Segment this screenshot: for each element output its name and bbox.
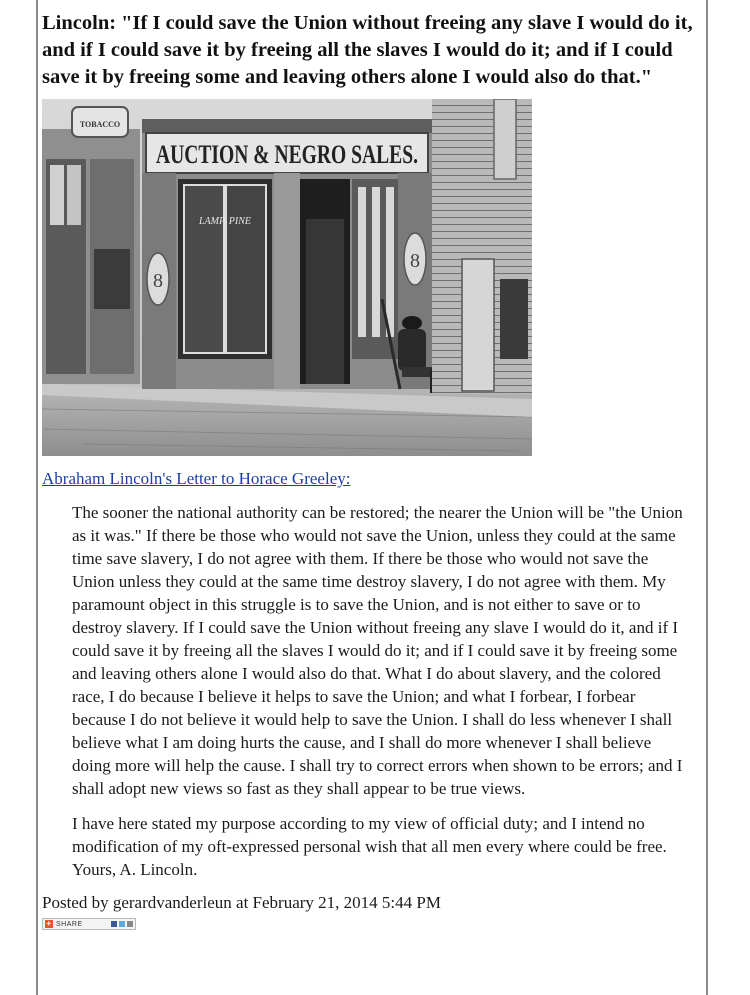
svg-text:8: 8 — [410, 250, 420, 272]
right-border — [706, 0, 708, 995]
facebook-icon — [111, 921, 117, 927]
share-button[interactable] — [42, 918, 136, 930]
svg-text:8: 8 — [153, 270, 163, 292]
email-icon — [127, 921, 133, 927]
left-border — [36, 0, 38, 995]
auction-sign-text: AUCTION & NEGRO SALES. — [156, 140, 418, 169]
post-content — [42, 10, 704, 931]
post-headline: Lincoln: "If I could save the Union without freeing any slave I would do it, and if I could save it by freeing all the slaves I would do it; and if I could save it by freeing some and leaving others alone I would also do that." — [42, 12, 693, 88]
tobacco-sign-text: TOBACCO — [79, 120, 121, 129]
share-service-icons — [111, 921, 133, 927]
quote-paragraph-2: I have here stated my purpose according to my view of official duty; and I intend no modification of my oft-expressed personal wish that all men every where could be free. Yours, A. Lincoln. — [72, 814, 667, 879]
historic-storefront-photo — [42, 99, 532, 456]
plus-icon: + — [46, 919, 52, 928]
quote-paragraph-1: The sooner the national authority can be restored; the nearer the Union will be "the Union as it was." If there be those who would not save the Union, unless they could at the same time save slavery, I do not agree with them. If there be those who would not save the Union unless they could at the same time destroy slavery, I do not agree with them. My paramount object in this struggle is to save the Union, and is not either to save or to destroy slavery. If I could save the Union without freeing any slave I would do it, and if I could save it by freeing all the slaves I would do it; and if I could save it by freeing some and leaving others alone I would also do that. What I do about slavery, and the colored race, I do because I believe it helps to save the Union; and what I forbear, I forbear because I do not believe it would help to save the Union. I shall do less whenever I shall believe what I am doing hurts the cause, and I shall do more whenever I shall believe doing more will help the cause. I shall try to correct errors when shown to be errors; and I shall adopt new views so fast as they shall appear to be true views. — [72, 503, 683, 798]
share-label: SHARE — [56, 920, 83, 928]
posted-by-line: Posted by gerardvanderleun at February 21, 2014 5:44 PM — [42, 893, 441, 912]
twitter-icon — [119, 921, 125, 927]
greeley-letter-link[interactable]: Abraham Lincoln's Letter to Horace Greeley: — [42, 469, 351, 488]
letter-blockquote — [72, 501, 684, 881]
window-sign-text: LAMP. PINE — [198, 216, 252, 227]
